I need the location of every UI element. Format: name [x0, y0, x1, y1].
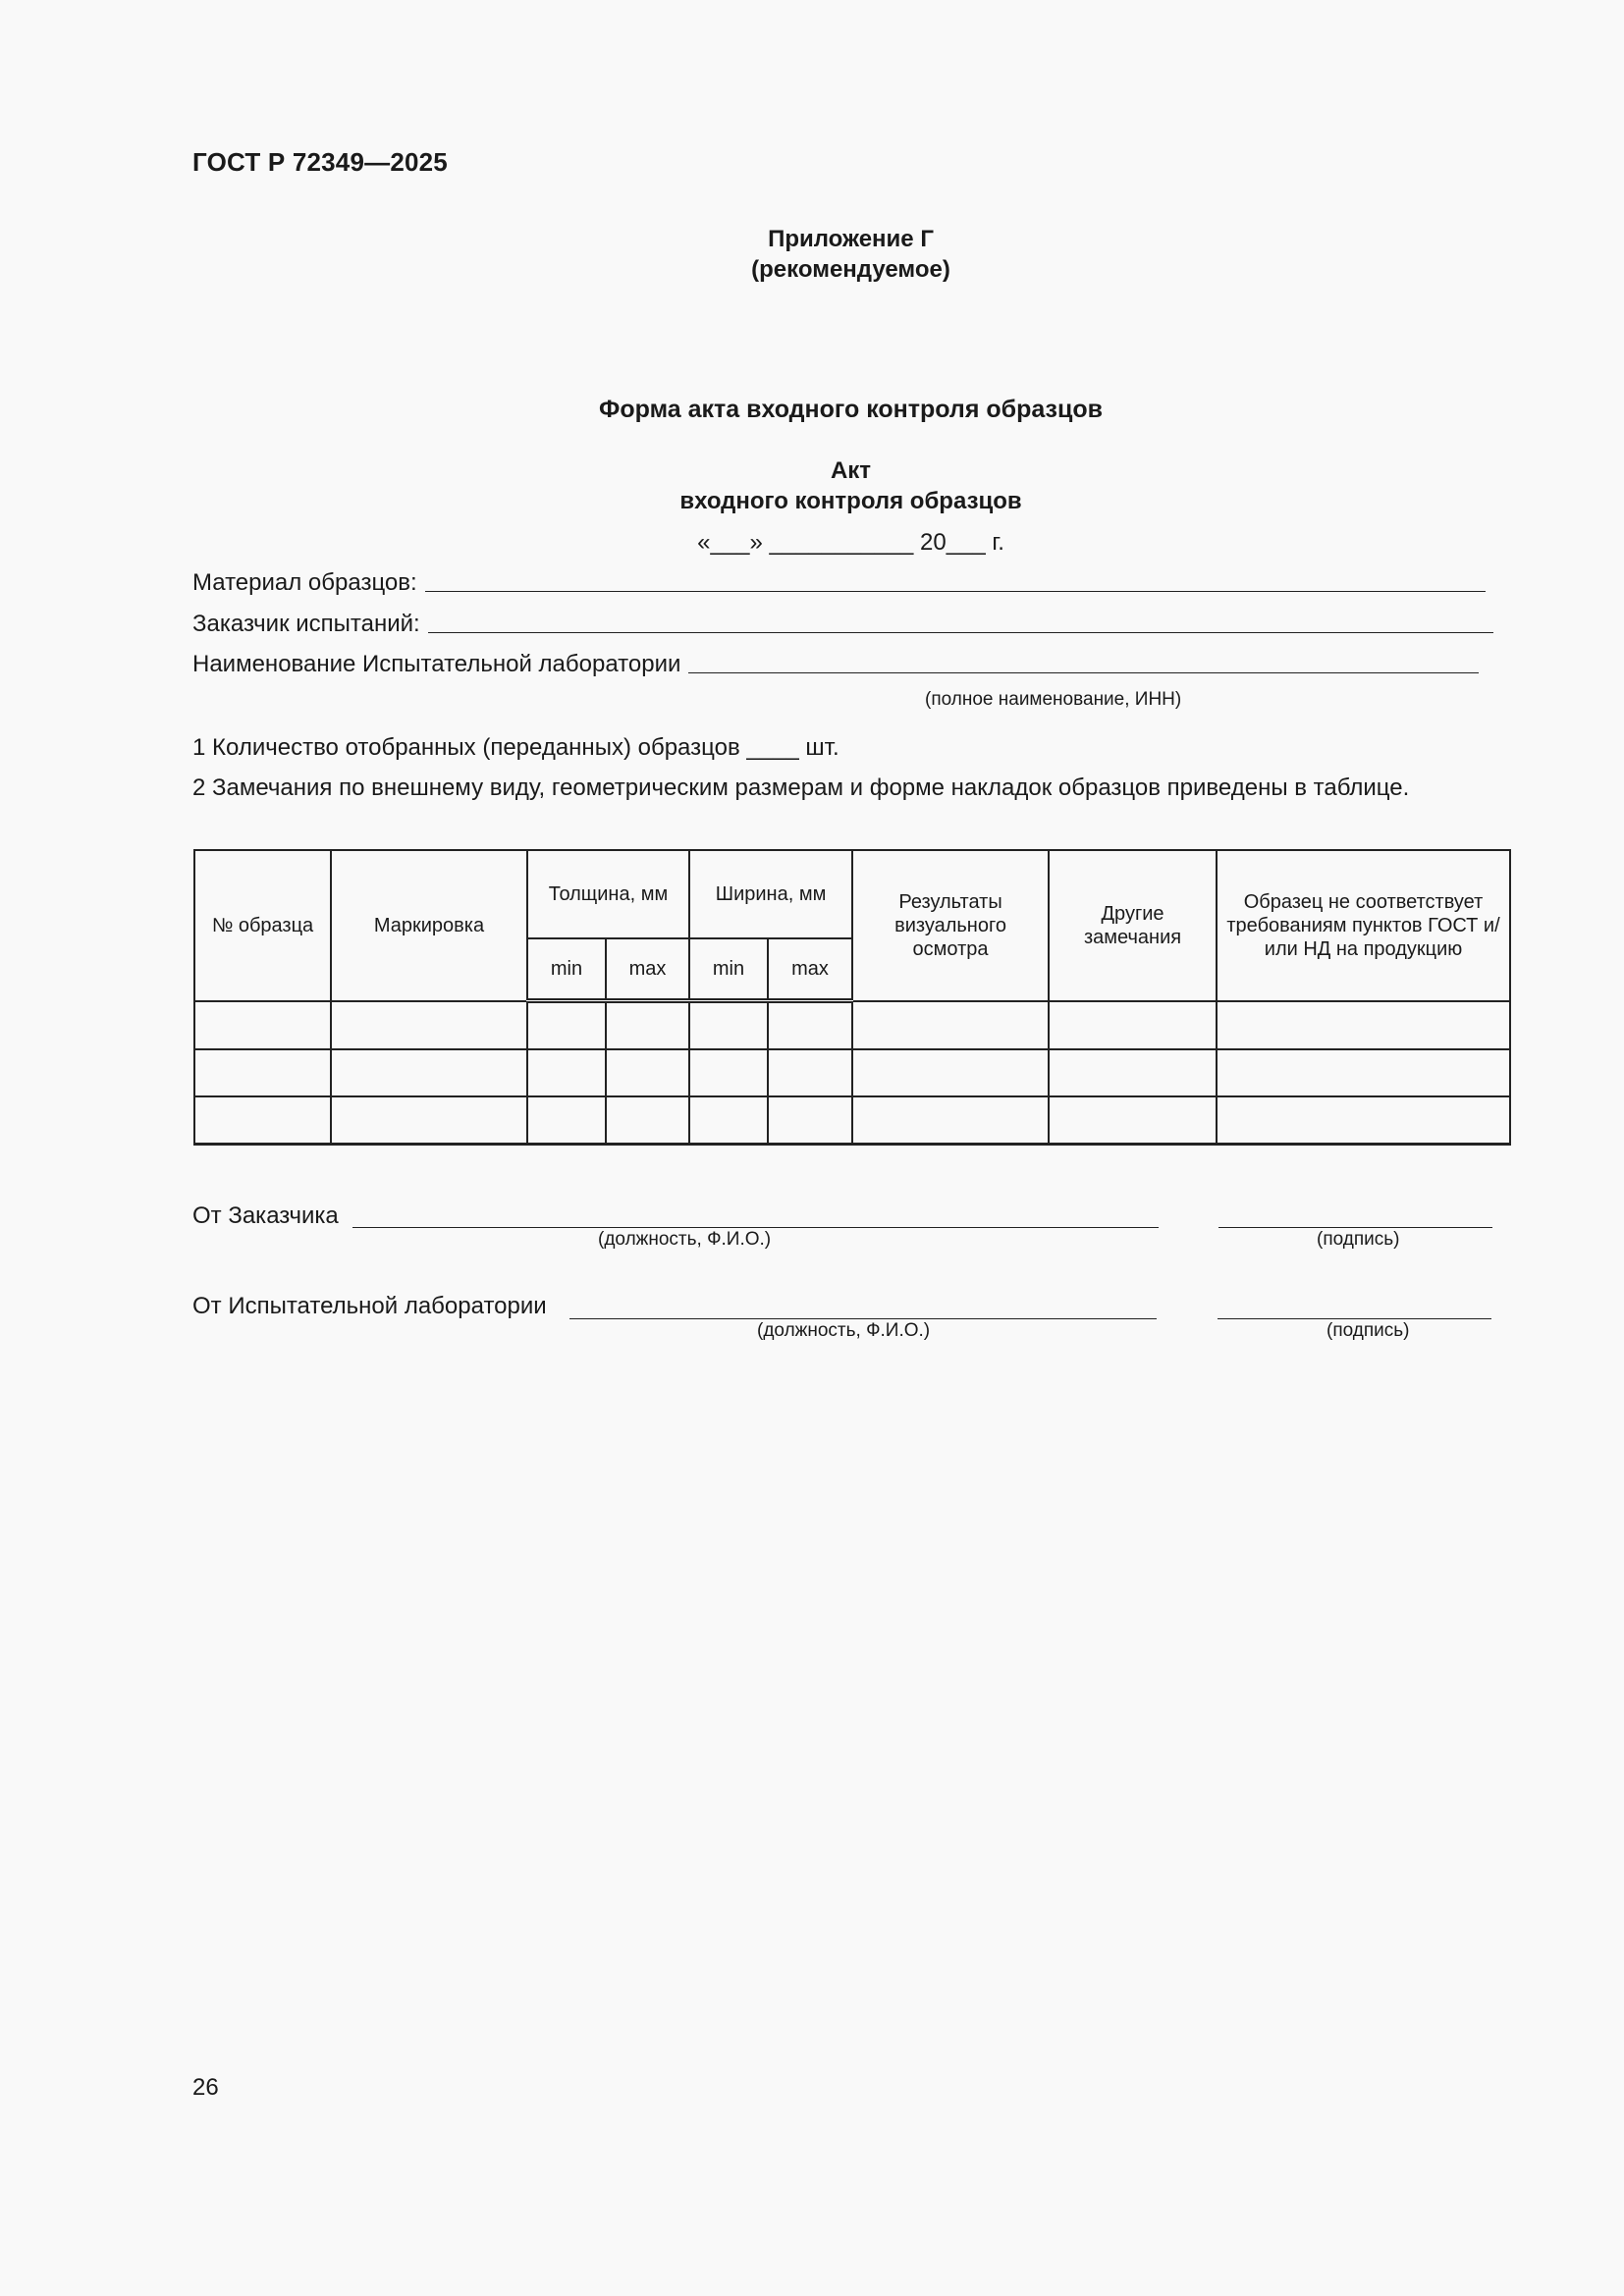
lab-signature-label: От Испытательной лаборатории — [192, 1293, 547, 1319]
lab-name-field — [192, 651, 1479, 678]
annex-title: Приложение Г — [768, 226, 934, 252]
lab-name-label: Наименование Испытательной лаборатории — [192, 651, 681, 677]
header-other-remarks: Другие замечания — [1049, 850, 1217, 1001]
material-field — [192, 569, 1486, 597]
customer-position-hint: (должность, Ф.И.О.) — [598, 1229, 772, 1250]
lab-name-hint: (полное наименование, ИНН) — [925, 689, 1182, 710]
item-sample-count: 1 Количество отобранных (переданных) образцов ____ шт. — [192, 734, 839, 761]
header-thickness: Толщина, мм — [527, 850, 689, 938]
customer-position-line — [352, 1227, 1159, 1228]
lab-name-fill-line — [688, 671, 1479, 673]
customer-signature-line — [1218, 1227, 1492, 1228]
lab-position-line — [569, 1318, 1157, 1319]
page-number: 26 — [192, 2074, 219, 2101]
material-fill-line — [425, 590, 1486, 592]
item-remarks-note: 2 Замечания по внешнему виду, геометрическим размерам и форме накладок образцов приведены в таблице. — [192, 774, 1410, 801]
lab-position-hint: (должность, Ф.И.О.) — [757, 1320, 931, 1341]
header-width: Ширина, мм — [689, 850, 852, 938]
header-thickness-min: min — [527, 938, 606, 1001]
annex-type: (рекомендуемое) — [751, 256, 950, 283]
header-width-max: max — [768, 938, 852, 1001]
lab-signature-hint: (подпись) — [1326, 1320, 1410, 1341]
act-date-line: «___» ___________ 20___ г. — [697, 529, 1004, 556]
customer-signature-hint: (подпись) — [1317, 1229, 1400, 1250]
act-subtitle: входного контроля образцов — [679, 488, 1022, 514]
table-row — [194, 1001, 1510, 1050]
remarks-table — [193, 849, 1511, 1146]
header-width-min: min — [689, 938, 768, 1001]
header-visual-results: Результаты визуального осмотра — [852, 850, 1049, 1001]
customer-label: Заказчик испытаний: — [192, 611, 420, 637]
header-marking: Маркировка — [331, 850, 527, 1001]
header-thickness-max: max — [606, 938, 689, 1001]
customer-signature-label: От Заказчика — [192, 1202, 339, 1229]
header-nonconformity: Образец не соответствует требованиям пунктов ГОСТ и/или НД на продукцию — [1217, 850, 1510, 1001]
customer-field — [192, 611, 1493, 638]
form-title: Форма акта входного контроля образцов — [599, 396, 1103, 423]
lab-signature-line — [1218, 1318, 1491, 1319]
customer-fill-line — [428, 631, 1493, 633]
document-code: ГОСТ Р 72349—2025 — [192, 147, 448, 177]
material-label: Материал образцов: — [192, 569, 417, 596]
table-row — [194, 1049, 1510, 1096]
header-sample-no: № образца — [194, 850, 331, 1001]
table-row — [194, 1096, 1510, 1145]
act-title: Акт — [830, 457, 872, 484]
